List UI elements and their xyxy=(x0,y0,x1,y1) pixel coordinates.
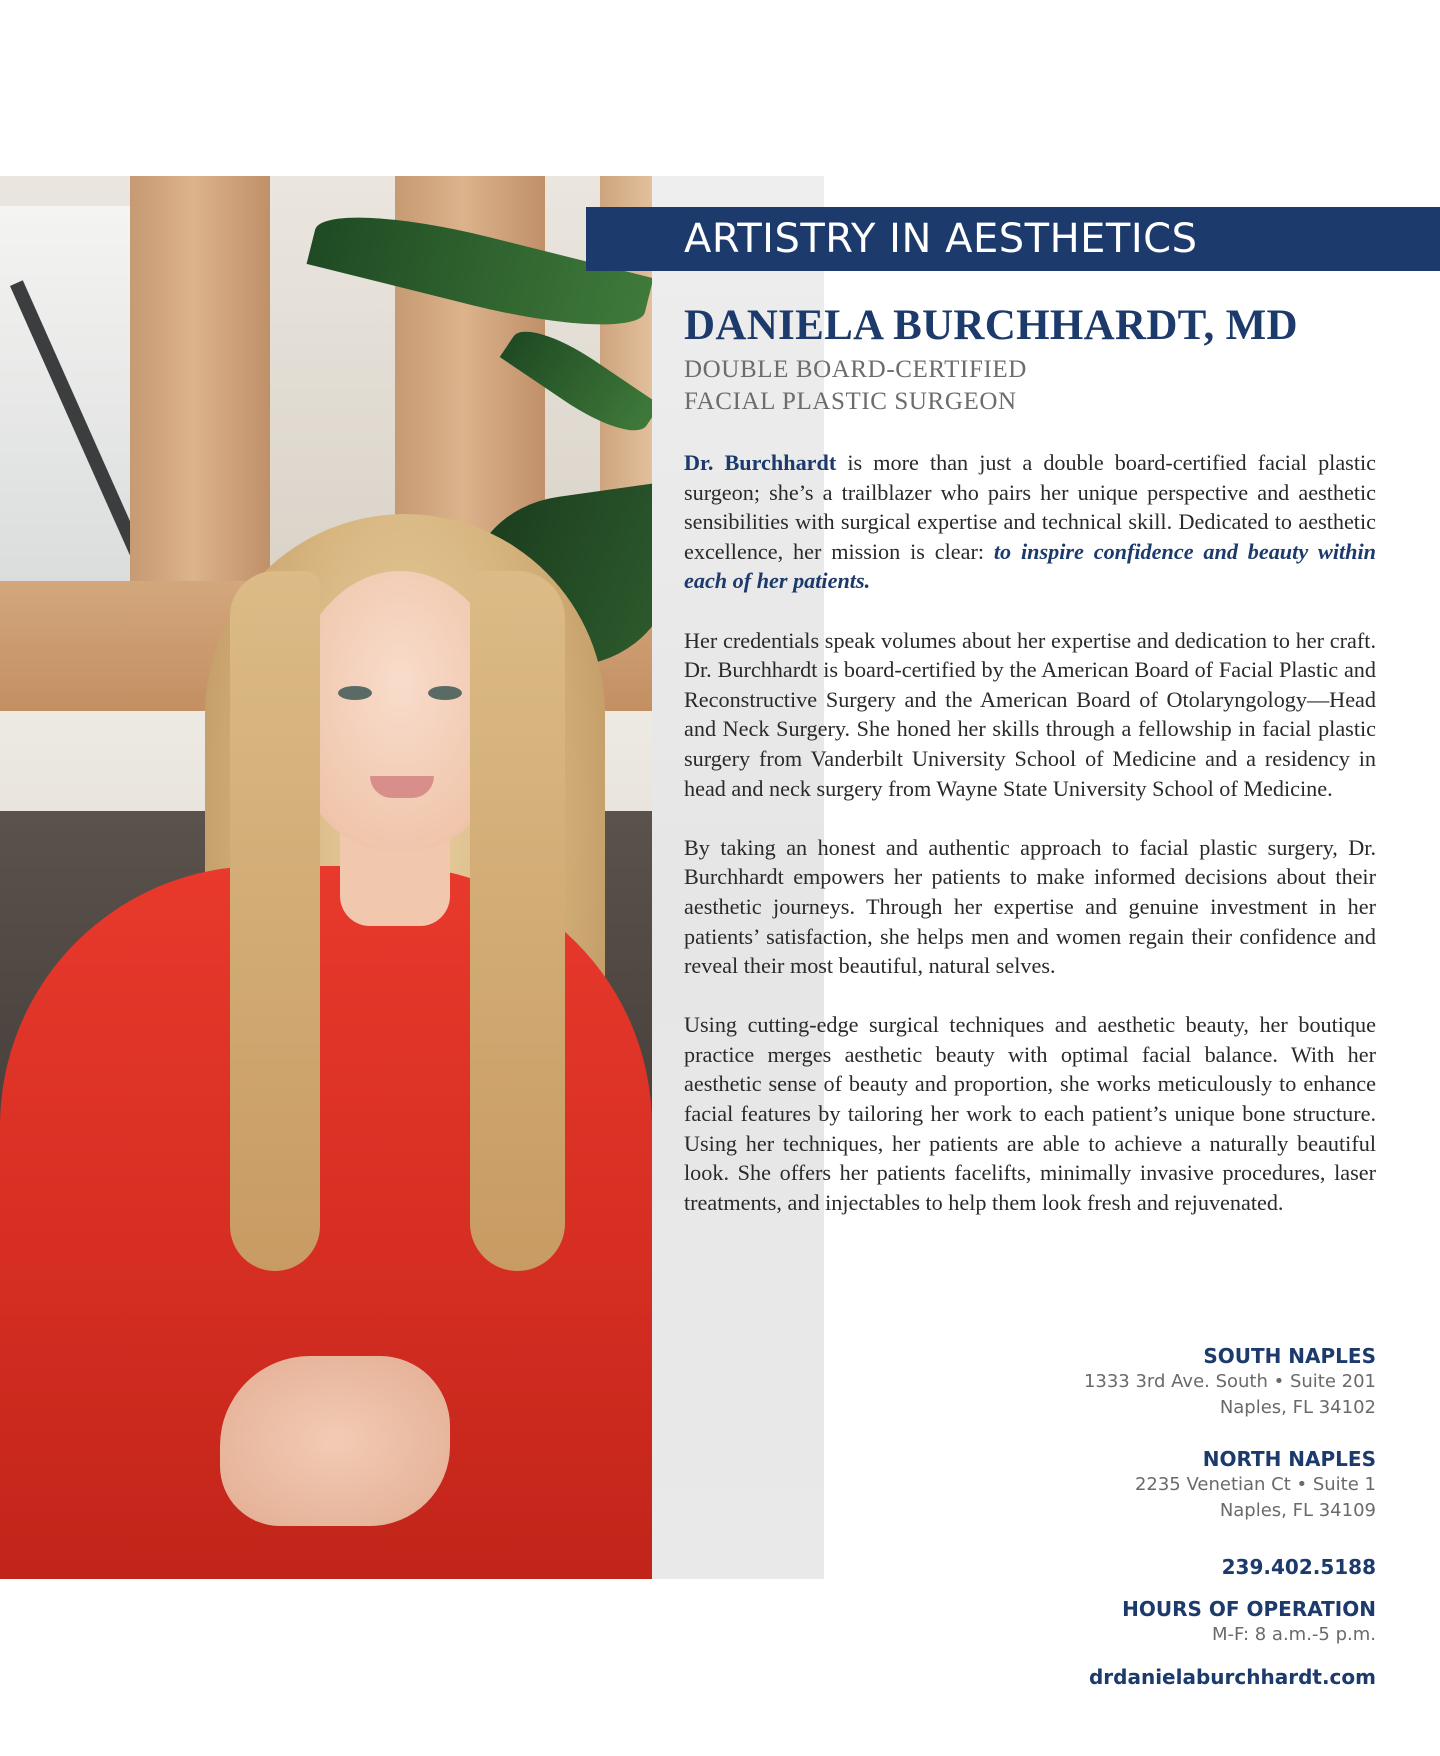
photo-hair-strand xyxy=(230,571,320,1271)
banner-title: ARTISTRY IN AESTHETICS xyxy=(684,216,1198,262)
mission-tagline: to inspire confidence and beauty within each of her patients. xyxy=(684,538,1376,594)
credentials-paragraph: Her credentials speak volumes about her expertise and dedication to her craft. Dr. Burchhardt is board-certified by the American Board of Facial Plastic and Reconstructive Surgery and the American Board of Otolaryngology—Head and Neck Surgery. She honed her skills through a fellowship in facial plastic surgery from Vanderbilt University School of Medicine and a residency in head and neck surgery from Wayne State University School of Medicine. xyxy=(684,627,1376,801)
intro-lead-name: Dr. Burchhardt xyxy=(684,450,837,475)
location-name-south: SOUTH NAPLES xyxy=(1203,1344,1376,1368)
photo-hair-strand xyxy=(470,571,565,1271)
header-banner xyxy=(586,207,1440,271)
location-name-north: NORTH NAPLES xyxy=(1202,1447,1376,1471)
hours-value: M-F: 8 a.m.-5 p.m. xyxy=(1211,1624,1376,1645)
phone-number: 239.402.5188 xyxy=(1221,1555,1376,1579)
photo-eye xyxy=(338,686,372,700)
photo-mouth xyxy=(370,776,434,798)
article-column xyxy=(684,300,1376,1217)
subtitle-line-1: DOUBLE BOARD-CERTIFIED xyxy=(684,356,1027,383)
subtitle-line-2: FACIAL PLASTIC SURGEON xyxy=(684,388,1017,415)
location-address-south: 1333 3rd Ave. South • Suite 201 xyxy=(1083,1371,1376,1392)
location-address-north: 2235 Venetian Ct • Suite 1 xyxy=(1134,1474,1376,1495)
practice-paragraph: Using cutting-edge surgical techniques and aesthetic beauty, her boutique practice merges aesthetic beauty with optimal facial balance. With her aesthetic sense of beauty and proportion, she works meticulously to enhance facial features by tailoring her work to each patient’s unique bone structure. Using her techniques, her patients are able to achieve a naturally beautiful look. She offers her patients facelifts, minimally invasive procedures, laser treatments, and injectables to help them look fresh and rejuvenated. xyxy=(684,1012,1376,1215)
contact-block xyxy=(956,1343,1376,1690)
photo-hands xyxy=(220,1356,450,1526)
location-city-south: Naples, FL 34102 xyxy=(1219,1397,1376,1418)
website-url: drdanielaburchhardt.com xyxy=(1088,1665,1376,1689)
intro-text: is more than just a double board-certified facial plastic surgeon; she’s a trailblazer who pairs her unique perspective and aesthetic sensibilities with surgical expertise and technical skill. Dedicated to aesthetic excellence, her mission is clear: xyxy=(684,450,1376,564)
doctor-portrait-photo xyxy=(0,176,652,1579)
photo-wood-slat xyxy=(130,176,270,596)
hours-label: HOURS OF OPERATION xyxy=(1122,1597,1376,1621)
doctor-name: DANIELA BURCHHARDT, MD xyxy=(684,302,1298,349)
approach-paragraph: By taking an honest and authentic approach to facial plastic surgery, Dr. Burchhardt empowers her patients to make informed decisions about their aesthetic journeys. Through her expertise and genuine investment in her patients’ satisfaction, she helps men and women regain their confidence and reveal their most beautiful, natural selves. xyxy=(684,834,1376,979)
location-city-north: Naples, FL 34109 xyxy=(1219,1500,1376,1521)
photo-eye xyxy=(428,686,462,700)
doctor-subtitle xyxy=(684,354,1376,418)
intro-paragraph xyxy=(684,448,1376,596)
